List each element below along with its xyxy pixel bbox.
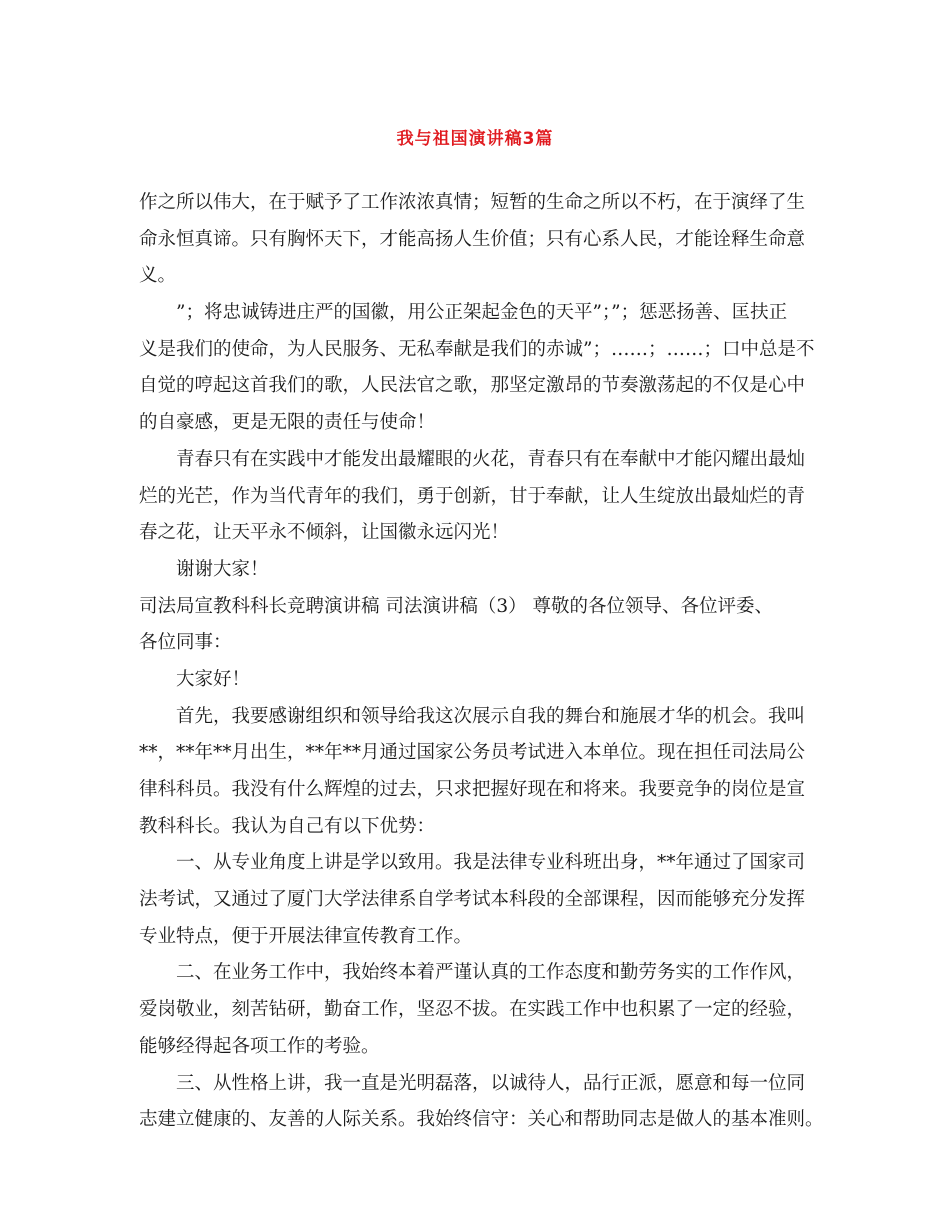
text-line: 专业特点，便于开展法律宣传教育工作。 xyxy=(139,925,473,947)
text-line: 律科科员。我没有什么辉煌的过去，只求把握好现在和将来。我要竞争的岗位是宣 xyxy=(139,779,806,800)
text-line: 义是我们的使命，为人民服务、无私奉献是我们的赤诚”；……；……；口中总是不 xyxy=(139,338,815,360)
text-line: 青春只有在实践中才能发出最耀眼的火花，青春只有在奉献中才能闪耀出最灿 xyxy=(176,448,806,470)
text-line: 能够经得起各项工作的考验。 xyxy=(139,1035,380,1057)
text-line: 司法局宣教科科长竞聘演讲稿 司法演讲稿（3） 尊敬的各位领导、各位评委、 xyxy=(139,595,774,617)
text-line: 命永恒真谛。只有胸怀天下，才能高扬人生价值；只有心系人民，才能诠释生命意 xyxy=(139,228,806,250)
text-line: 爱岗敬业，刻苦钻研，勤奋工作，坚忍不拔。在实践工作中也积累了一定的经验， xyxy=(139,999,806,1021)
text-line: 法考试，又通过了厦门大学法律系自学考试本科段的全部课程，因而能够充分发挥 xyxy=(139,889,806,911)
document-title: 我与祖国演讲稿3篇 xyxy=(396,129,554,149)
text-line: 首先，我要感谢组织和领导给我这次展示自我的舞台和施展才华的机会。我叫 xyxy=(176,705,806,727)
text-line: 春之花，让天平永不倾斜，让国徽永远闪光！ xyxy=(139,522,510,544)
text-line: ”；将忠诚铸进庄严的国徽，用公正架起金色的天平”；”；惩恶扬善、匡扶正 xyxy=(176,302,788,324)
text-line: 烂的光芒，作为当代青年的我们，勇于创新，甘于奉献，让人生绽放出最灿烂的青 xyxy=(139,485,806,507)
text-line: 大家好！ xyxy=(176,668,251,690)
text-line: 谢谢大家！ xyxy=(176,558,269,580)
text-line: 自觉的哼起这首我们的歌，人民法官之歌，那坚定激昂的节奏激荡起的不仅是心中 xyxy=(139,375,806,397)
text-line: 作之所以伟大，在于赋予了工作浓浓真情；短暂的生命之所以不朽，在于演绎了生 xyxy=(139,192,806,213)
text-line: 一、从专业角度上讲是学以致用。我是法律专业科班出身，**年通过了国家司 xyxy=(176,852,806,874)
document-body xyxy=(139,185,829,1139)
text-line: 的自豪感，更是无限的责任与使命！ xyxy=(139,412,436,434)
text-line: 志建立健康的、友善的人际关系。我始终信守：关心和帮助同志是做人的基本准则。 xyxy=(139,1109,824,1131)
text-line: 教科科长。我认为自己有以下优势： xyxy=(139,815,436,837)
text-line: 二、在业务工作中，我始终本着严谨认真的工作态度和勤劳务实的工作作风， xyxy=(176,962,806,984)
text-line: 各位同事： xyxy=(139,632,232,654)
text-line: **，**年**月出生，**年**月通过国家公务员考试进入本单位。现在担任司法局公 xyxy=(139,742,806,764)
text-line: 三、从性格上讲，我一直是光明磊落，以诚待人，品行正派，愿意和每一位同 xyxy=(176,1072,806,1094)
text-line: 义。 xyxy=(139,265,177,287)
